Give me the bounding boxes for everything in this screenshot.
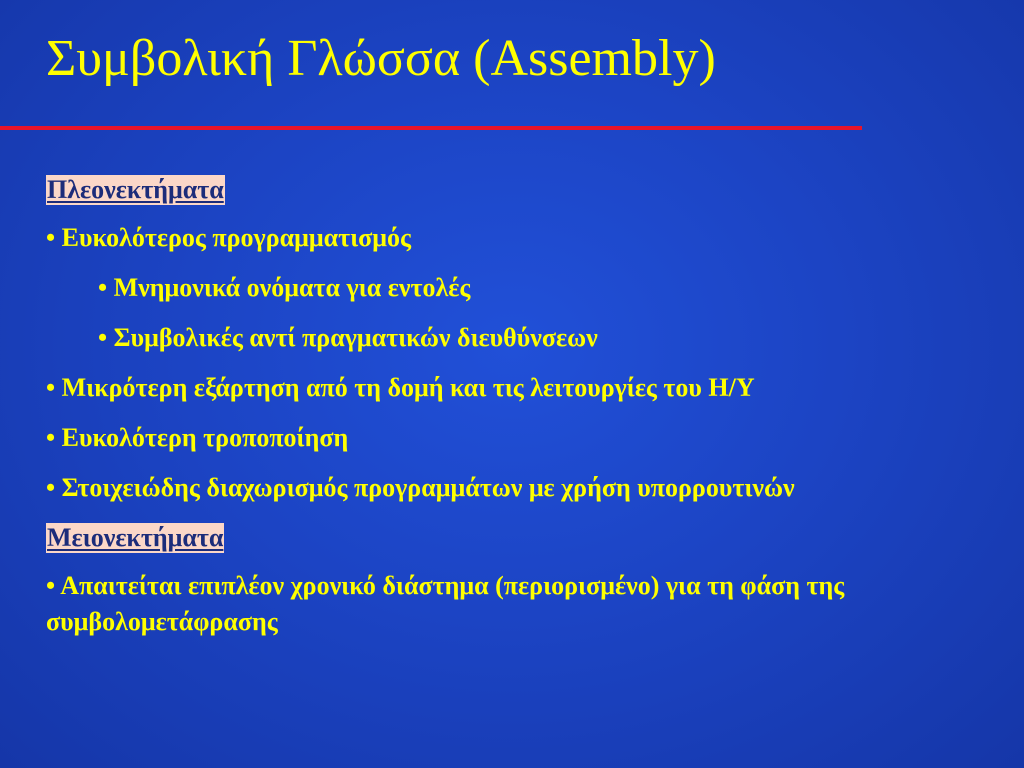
bullet-item (46, 370, 996, 406)
title-divider (0, 126, 862, 130)
bullet-icon: • (46, 423, 56, 452)
bullet-text: Ευκολότερη τροποποίηση (61, 423, 349, 452)
bullet-icon: • (98, 273, 108, 302)
disadvantages-heading: Μειονεκτήματα (47, 523, 224, 552)
slide-title: Συμβολική Γλώσσα (Assembly) (46, 30, 716, 87)
bullet-item (46, 420, 996, 456)
bullet-text: Μνημονικά ονόματα για εντολές (113, 273, 471, 302)
bullet-icon: • (46, 223, 56, 252)
bullet-item (46, 568, 996, 640)
bullet-text: Συμβολικές αντί πραγματικών διευθύνσεων (113, 323, 598, 352)
bullet-icon: • (46, 373, 56, 402)
bullet-icon: • (98, 323, 108, 352)
bullet-text: Στοιχειώδης διαχωρισμός προγραμμάτων με χρήση υπορρουτινών (61, 473, 795, 502)
bullet-item (46, 470, 996, 506)
bullet-item (46, 320, 996, 356)
bullet-text: Μικρότερη εξάρτηση από τη δομή και τις λειτουργίες του Η/Υ (61, 373, 755, 402)
bullet-text: Απαιτείται επιπλέον χρονικό διάστημα (περιορισμένο) για τη φάση της συμβολομετάφρασης (46, 571, 845, 636)
bullet-icon: • (46, 473, 56, 502)
bullet-item (46, 270, 996, 306)
bullet-icon: • (46, 571, 56, 600)
advantages-heading: Πλεονεκτήματα (47, 175, 224, 204)
slide-body (46, 172, 996, 654)
bullet-item (46, 220, 996, 256)
bullet-text: Ευκολότερος προγραμματισμός (61, 223, 412, 252)
